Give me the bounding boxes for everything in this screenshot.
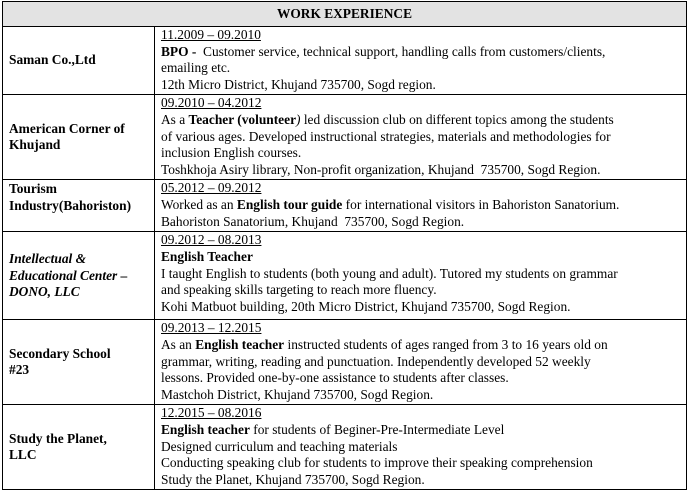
job-description-cell: [155, 180, 687, 232]
description-text: Worked as an: [161, 196, 237, 212]
job-dates: 09.2012 – 08.2013: [161, 232, 262, 248]
work-experience-table: [2, 1, 687, 490]
description-text: Conducting speaking club for students to improve their speaking comprehension: [161, 455, 593, 471]
employer-name-line: Khujand: [9, 137, 61, 153]
employer-name-line: LLC: [9, 447, 37, 463]
description-line: [161, 354, 680, 371]
employer-cell: [3, 27, 155, 95]
description-text: Customer service, technical support, handling calls from customers/clients,: [199, 43, 606, 59]
job-description-cell: [155, 405, 687, 490]
description-line: [161, 422, 680, 439]
job-title-text: Teacher (volunteer: [188, 111, 297, 127]
description-line: [161, 337, 680, 354]
employer-cell: [3, 320, 155, 405]
job-title-text: English Teacher: [161, 248, 253, 264]
description-text: and speaking skills targeting to reach more fluency.: [161, 282, 437, 298]
employer-name-line: Educational Center –: [9, 267, 128, 283]
description-text: led discussion club on different topics among the students: [300, 111, 614, 127]
description-line: [161, 439, 680, 456]
description-line: [161, 44, 680, 61]
description-text: lessons. Provided one-by-one assistance to students after classes.: [161, 370, 509, 386]
description-text: for students of Beginer-Pre-Intermediate Level: [249, 421, 505, 437]
job-title-text: English teacher: [161, 421, 250, 437]
description-line: [161, 455, 680, 472]
description-line: [161, 60, 680, 77]
description-text: emailing etc.: [161, 60, 231, 76]
description-line: [161, 214, 680, 231]
description-text: instructed students of ages ranged from 3 to 16 years old on: [284, 336, 608, 352]
job-dates: 05.2012 – 09.2012: [161, 180, 262, 196]
employer-cell: [3, 180, 155, 232]
description-line: [161, 145, 680, 162]
employer-name-line: Intellectual &: [9, 250, 86, 266]
employer-name-line: DONO, LLC: [9, 284, 80, 300]
employer-name-line: Tourism: [9, 181, 57, 197]
section-title: WORK EXPERIENCE: [3, 2, 687, 27]
description-text: As an: [161, 336, 196, 352]
description-text: Kohi Matbuot building, 20th Micro District, Khujand 735700, Sogd Region.: [161, 298, 571, 314]
job-description-cell: [155, 232, 687, 320]
employer-cell: [3, 95, 155, 180]
description-line: [161, 112, 680, 129]
description-text: Study the Planet, Khujand 735700, Sogd Region.: [161, 471, 425, 487]
job-title-text: BPO -: [161, 43, 200, 59]
job-description-cell: [155, 27, 687, 95]
description-line: [161, 162, 680, 179]
job-title-text: English tour guide: [236, 196, 343, 212]
description-line: [161, 129, 680, 146]
description-text: of various ages. Developed instructional strategies, materials and methodologies for: [161, 128, 611, 144]
description-line: [161, 249, 680, 266]
job-description-cell: [155, 95, 687, 180]
job-row: [3, 27, 687, 95]
description-text: for international visitors in Bahoriston Sanatorium.: [342, 196, 620, 212]
employer-name-line: American Corner of: [9, 120, 125, 136]
description-text: I taught English to students (both young and adult). Tutored my students on grammar: [161, 265, 618, 281]
employer-name-line: Saman Co.,Ltd: [9, 52, 96, 68]
employer-name-line: Industry(Bahoriston): [9, 197, 132, 213]
employer-name-line: Study the Planet,: [9, 430, 107, 446]
job-dates: 09.2010 – 04.2012: [161, 95, 262, 111]
job-row: [3, 232, 687, 320]
description-text: Mastchoh District, Khujand 735700, Sogd Region.: [161, 386, 434, 402]
job-dates: 11.2009 – 09.2010: [161, 27, 261, 42]
description-text: inclusion English courses.: [161, 145, 302, 161]
description-text: grammar, writing, reading and punctuation. Independently developed 52 weekly: [161, 353, 591, 369]
employer-cell: [3, 405, 155, 490]
description-line: [161, 266, 680, 283]
employer-cell: [3, 232, 155, 320]
job-dates: 12.2015 – 08.2016: [161, 405, 262, 421]
description-text: As a: [161, 111, 189, 127]
description-line: [161, 197, 680, 214]
job-title-text: English teacher: [195, 336, 285, 352]
description-text: Designed curriculum and teaching materials: [161, 438, 398, 454]
description-text: ): [296, 111, 301, 127]
description-line: [161, 387, 680, 404]
description-line: [161, 472, 680, 489]
description-text: 12th Micro District, Khujand 735700, Sogd region.: [161, 76, 436, 92]
description-line: [161, 282, 680, 299]
job-row: [3, 95, 687, 180]
description-text: Bahoriston Sanatorium, Khujand 735700, Sogd Region.: [161, 213, 465, 229]
description-text: Toshkhoja Asiry library, Non-profit organization, Khujand 735700, Sogd Region.: [161, 161, 601, 177]
job-row: [3, 180, 687, 232]
description-line: [161, 77, 680, 94]
job-row: [3, 405, 687, 490]
job-dates: 09.2013 – 12.2015: [161, 320, 262, 336]
employer-name-line: #23: [9, 362, 30, 378]
job-description-cell: [155, 320, 687, 405]
description-line: [161, 299, 680, 316]
job-row: [3, 320, 687, 405]
employer-name-line: Secondary School: [9, 345, 111, 361]
description-line: [161, 370, 680, 387]
